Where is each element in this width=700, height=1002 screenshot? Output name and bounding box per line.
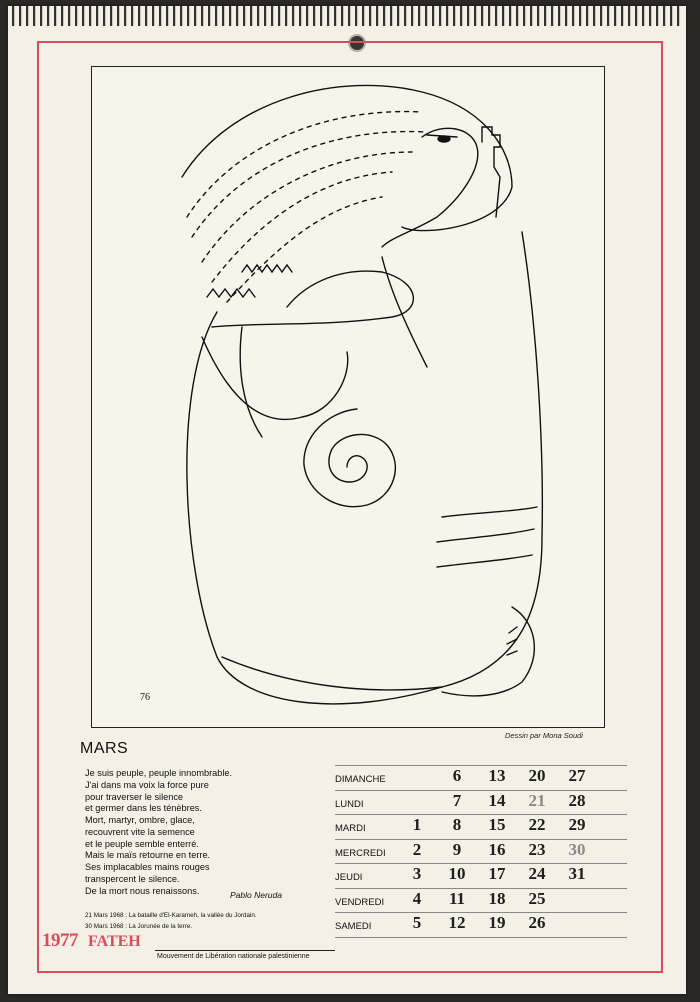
calendar-date: 13	[488, 766, 506, 785]
poem-line: Ses implacables mains rouges	[85, 862, 210, 872]
calendar-date: 25	[528, 888, 546, 908]
poem-block	[85, 768, 335, 897]
illustration-frame	[91, 66, 605, 728]
poem-line: pour traverser le silence	[85, 791, 184, 802]
calendar-date: 16	[488, 839, 506, 859]
poem-line: J'ai dans ma voix la force pure	[85, 779, 209, 790]
calendar-date: 14	[488, 790, 506, 810]
calendar-year: 1977	[42, 930, 78, 951]
poem-line: et germer dans les ténèbres.	[85, 803, 202, 814]
calendar-row-lundi	[335, 790, 627, 815]
poem-line: transpercent le silence.	[85, 873, 180, 884]
calendar-date: 24	[528, 864, 546, 883]
poem-author: Pablo Neruda	[230, 890, 282, 900]
weekday-label: VENDREDI	[335, 896, 385, 908]
month-title: MARS	[80, 740, 129, 757]
calendar-date: 20	[528, 766, 546, 785]
calendar-date: 19	[488, 913, 506, 932]
calendar-date: 1	[412, 815, 422, 834]
illustration-credit: Dessin par Mona Soudi	[505, 731, 583, 740]
calendar-date: 11	[448, 888, 466, 908]
calendar-row-vendredi	[335, 888, 627, 913]
calendar-date: 23	[528, 839, 546, 859]
calendar-date: 28	[568, 790, 586, 810]
calendar-date: 21	[528, 790, 546, 810]
calendar-date: 6	[452, 766, 462, 785]
calendar-date: 10	[448, 864, 466, 883]
poem-line: De la mort nous renaissons.	[85, 885, 200, 896]
calendar-date: 9	[452, 839, 462, 859]
calendar-date: 8	[452, 815, 462, 834]
poem-line: recouvrent vite la semence	[85, 826, 195, 837]
calendar-date: 3	[412, 864, 422, 883]
calendar-date: 18	[488, 888, 506, 908]
calendar-date: 30	[568, 839, 586, 859]
weekday-label: JEUDI	[335, 872, 363, 883]
calendar-date: 4	[412, 888, 422, 908]
spiral-binding	[12, 6, 682, 26]
footer-divider	[155, 950, 335, 951]
calendar-date: 5	[412, 913, 422, 932]
historical-note: 21 Mars 1968 : La bataille d'El-Karameh, la vallée du Jordain.	[85, 912, 257, 919]
weekday-label: SAMEDI	[335, 921, 372, 932]
calendar-date: 2	[412, 839, 422, 859]
calendar-date: 12	[448, 913, 466, 932]
calendar-date: 26	[528, 913, 546, 932]
calendar-row-dimanche	[335, 765, 627, 790]
calendar-row-jeudi	[335, 863, 627, 888]
calendar-row-mercredi	[335, 839, 627, 864]
weekday-label: MERCREDI	[335, 847, 386, 859]
publisher-brand: FATEH	[88, 933, 141, 950]
calendar-row-mardi	[335, 814, 627, 839]
calendar-date: 31	[568, 864, 586, 883]
calendar-bottom-rule	[335, 937, 627, 938]
poem-line: et le peuple semble enterré.	[85, 838, 199, 849]
calendar-date: 15	[488, 815, 506, 834]
calendar-date: 22	[528, 815, 546, 834]
poem-line: Mais le maïs retourne en terre.	[85, 850, 211, 861]
poem-line: Mort, martyr, ombre, glace,	[85, 815, 195, 825]
poem-line: Je suis peuple, peuple innombrable.	[85, 768, 233, 778]
weekday-label: MARDI	[335, 823, 366, 834]
historical-note: 30 Mars 1968 : La Jorunée de la terre.	[85, 923, 193, 930]
calendar-date: 27	[568, 766, 586, 785]
weekday-label: DIMANCHE	[335, 774, 386, 785]
artist-signature: 76	[140, 692, 150, 703]
weekday-label: LUNDI	[335, 798, 364, 810]
calendar-row-samedi	[335, 912, 627, 937]
calendar-date: 17	[488, 864, 506, 883]
calendar-date: 7	[452, 790, 462, 810]
line-drawing-illustration	[92, 67, 604, 727]
calendar-date: 29	[568, 815, 586, 834]
movement-name: Mouvement de Libération nationale palestinienne	[157, 953, 310, 960]
